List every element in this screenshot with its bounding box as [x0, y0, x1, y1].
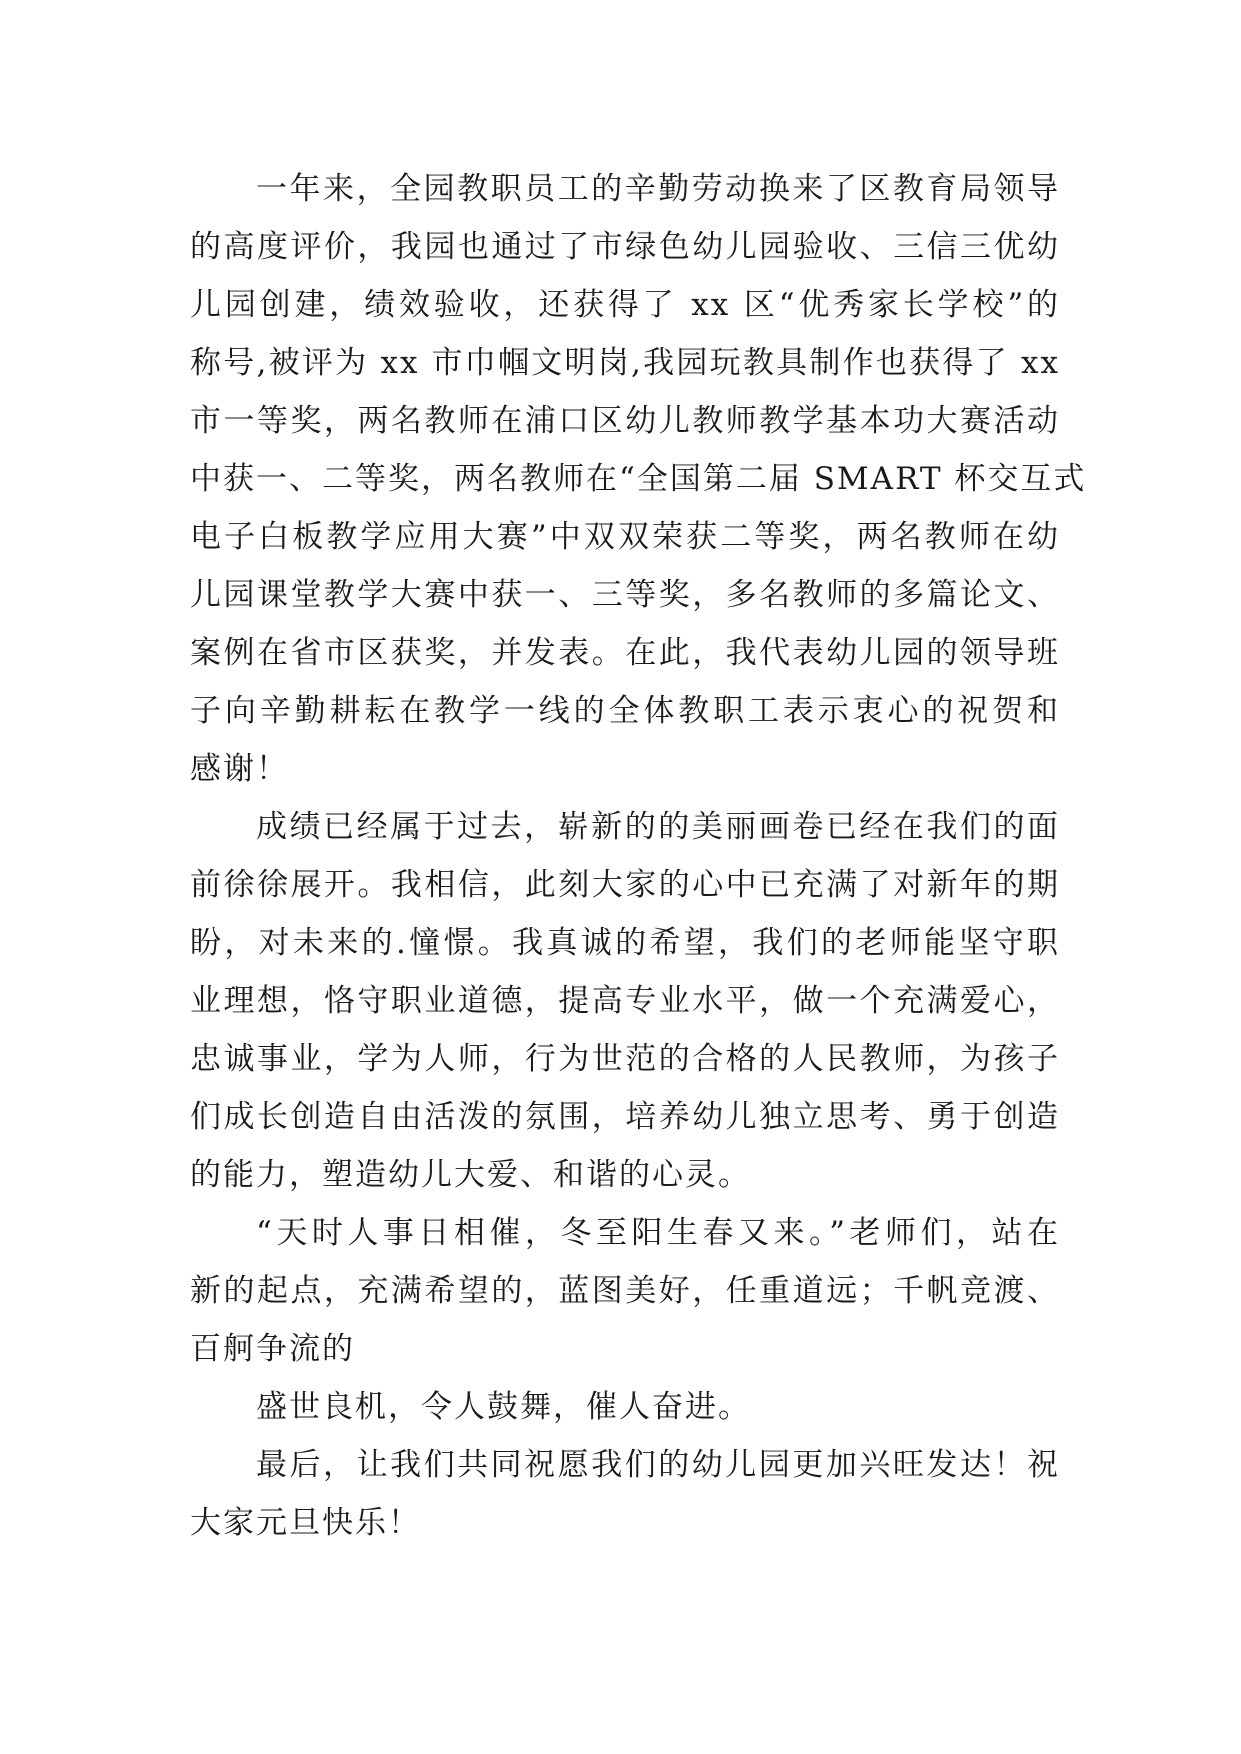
paragraph-closing: [190, 1436, 1060, 1552]
text-line: 百舸争流的: [190, 1331, 355, 1367]
text-line: 中获一、二等奖，两名教师在“全国第二届 SMART 杯交互式: [190, 461, 1087, 497]
text-line: 最后，让我们共同祝愿我们的幼儿园更加兴旺发达！祝: [256, 1447, 1060, 1483]
text-line: 大家元旦快乐！: [190, 1505, 421, 1541]
paragraph-achievements: [190, 160, 1087, 798]
text-line: 儿园课堂教学大赛中获一、三等奖，多名教师的多篇论文、: [190, 577, 1060, 613]
text-line: 盛世良机，令人鼓舞，催人奋进。: [256, 1389, 751, 1425]
text-line: 们成长创造自由活泼的氛围，培养幼儿独立思考、勇于创造: [190, 1099, 1060, 1135]
text-line: 市一等奖，两名教师在浦口区幼儿教师教学基本功大赛活动: [190, 403, 1060, 439]
text-line: 前徐徐展开。我相信，此刻大家的心中已充满了对新年的期: [190, 867, 1060, 903]
paragraph-hopes: [190, 798, 1060, 1204]
text-line: 感谢！: [190, 751, 289, 787]
text-line: 新的起点，充满希望的，蓝图美好，任重道远；千帆竞渡、: [190, 1273, 1060, 1309]
paragraph-poem: [190, 1204, 1060, 1378]
text-line: 称号,被评为 xx 市巾帼文明岗,我园玩教具制作也获得了 xx: [190, 345, 1060, 381]
text-line: 忠诚事业，学为人师，行为世范的合格的人民教师，为孩子: [190, 1041, 1060, 1077]
text-line: 盼，对未来的.憧憬。我真诚的希望，我们的老师能坚守职: [190, 925, 1060, 961]
text-line: 儿园创建，绩效验收，还获得了 xx 区“优秀家长学校”的: [190, 287, 1060, 323]
text-line: 业理想，恪守职业道德，提高专业水平，做一个充满爱心，: [190, 983, 1060, 1019]
text-line: 子向辛勤耕耘在教学一线的全体教职工表示衷心的祝贺和: [190, 693, 1060, 729]
paragraph-opportunity: [190, 1378, 1060, 1436]
text-line: 成绩已经属于过去，崭新的的美丽画卷已经在我们的面: [256, 809, 1060, 845]
text-line: “天时人事日相催，冬至阳生春又来。”老师们，站在: [256, 1215, 1060, 1251]
text-line: 一年来，全园教职员工的辛勤劳动换来了区教育局领导: [256, 171, 1060, 207]
text-line: 案例在省市区获奖，并发表。在此，我代表幼儿园的领导班: [190, 635, 1060, 671]
document-body: [190, 160, 1087, 1552]
text-line: 的能力，塑造幼儿大爱、和谐的心灵。: [190, 1157, 751, 1193]
text-line: 电子白板教学应用大赛”中双双荣获二等奖，两名教师在幼: [190, 519, 1060, 555]
text-line: 的高度评价，我园也通过了市绿色幼儿园验收、三信三优幼: [190, 229, 1060, 265]
